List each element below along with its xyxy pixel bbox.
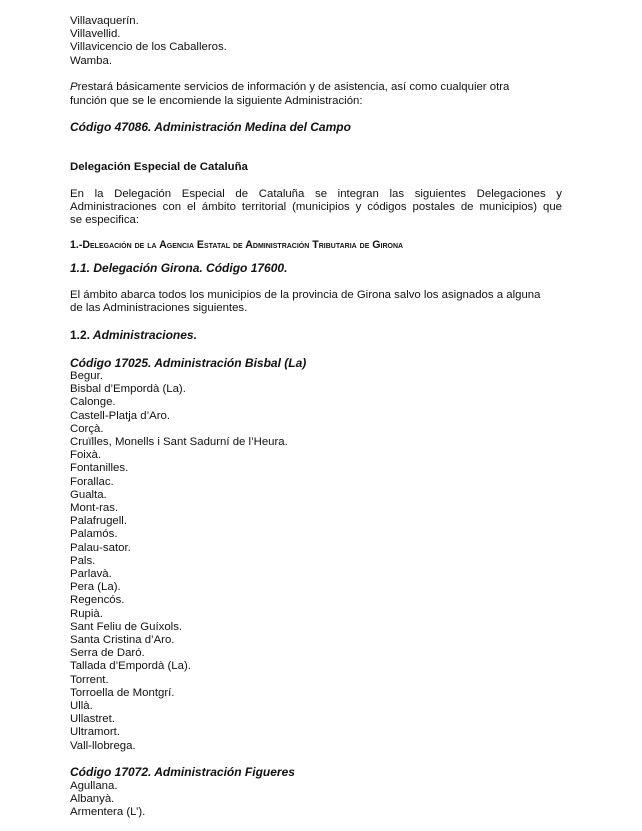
figueres-municipality-list — [70, 780, 562, 820]
list-item: Rupià. — [70, 607, 103, 620]
list-item: Begur. — [70, 369, 103, 382]
list-item: Serra de Daró. — [70, 647, 145, 660]
paragraph-line: se especifica: — [70, 214, 140, 227]
list-item: Santa Cristina d’Aro. — [70, 634, 175, 647]
list-item: Palamós. — [70, 528, 118, 541]
list-item: Torroella de Montgrí. — [70, 686, 175, 699]
admin-figueres-heading: Código 17072. Administración Figueres — [70, 765, 295, 780]
list-item: Bisbal d’Empordà (La). — [70, 383, 186, 396]
list-item: Villavellid. — [70, 28, 121, 41]
list-item: Palafrugell. — [70, 515, 127, 528]
admin-bisbal-heading: Código 17025. Administración Bisbal (La) — [70, 355, 307, 370]
list-item: Villavicencio de los Caballeros. — [70, 41, 227, 54]
list-item: Parlavà. — [70, 568, 112, 580]
list-item: Sant Feliu de Guíxols. — [70, 620, 183, 633]
list-item: Castell-Platja d’Aro. — [70, 409, 171, 422]
girona-paragraph — [70, 289, 562, 315]
list-item: Foixà. — [70, 449, 102, 462]
section-number: 1.2. — [70, 328, 91, 343]
admin-medina-heading: Código 47086. Administración Medina del Campo — [70, 120, 351, 135]
bisbal-municipality-list — [70, 370, 562, 753]
delegacion-cataluna-title: Delegación Especial de Cataluña — [70, 160, 248, 173]
list-item: Tallada d’Empordà (La). — [70, 660, 191, 673]
paragraph-line: restará básicamente servicios de información y de asistencia, así como cualquier otra — [77, 81, 510, 94]
list-item: Armentera (L’). — [70, 805, 146, 818]
top-municipality-list — [70, 15, 562, 68]
list-item: Ultramort. — [70, 726, 120, 739]
list-item: Regencós. — [70, 594, 125, 607]
list-item: Mont-ras. — [70, 501, 119, 514]
list-item: Calonge. — [70, 396, 116, 409]
list-item: Vall-llobrega. — [70, 739, 136, 752]
list-item: Ullastret. — [70, 713, 115, 726]
paragraph-line: El ámbito abarca todos los municipios de la provincia de Girona salvo los asignados a alguna — [70, 289, 541, 302]
list-item: Villavaquerín. — [70, 15, 139, 27]
list-item: Gualta. — [70, 488, 107, 501]
section-1-1-heading: 1.1. Delegación Girona. Código 17600. — [70, 261, 288, 276]
list-item: Forallac. — [70, 475, 114, 488]
paragraph-line: Administraciones con el ámbito territorial (municipios y códigos postales de municipios) que — [70, 200, 562, 213]
list-item: Cruïlles, Monells i Sant Sadurní de l’Heura. — [70, 435, 288, 448]
list-item: Torrent. — [70, 673, 109, 686]
paragraph-initial: P — [70, 81, 78, 94]
section-1-heading: 1.-Delegación de la Agencia Estatal de Administración Tributaria de Girona — [70, 239, 404, 252]
section-label: Administraciones. — [90, 328, 197, 343]
list-item: Agullana. — [70, 779, 118, 792]
section-1-2-heading — [70, 329, 562, 343]
list-item: Albanyà. — [70, 792, 115, 805]
list-item: Palau-sator. — [70, 541, 131, 554]
cataluna-paragraph — [70, 188, 562, 228]
document-page — [70, 15, 562, 819]
services-paragraph — [70, 81, 562, 107]
list-item: Ullà. — [70, 700, 93, 713]
list-item: Fontanilles. — [70, 462, 129, 475]
paragraph-line: En la Delegación Especial de Cataluña se integran las siguientes Delegaciones y — [70, 187, 562, 200]
list-item: Pera (La). — [70, 581, 121, 594]
list-item: Wamba. — [70, 54, 112, 67]
list-item: Pals. — [70, 554, 96, 567]
list-item: Corçà. — [70, 422, 104, 435]
paragraph-line: de las Administraciones siguientes. — [70, 302, 248, 315]
paragraph-line: función que se le encomiende la siguiente Administración: — [70, 94, 363, 107]
